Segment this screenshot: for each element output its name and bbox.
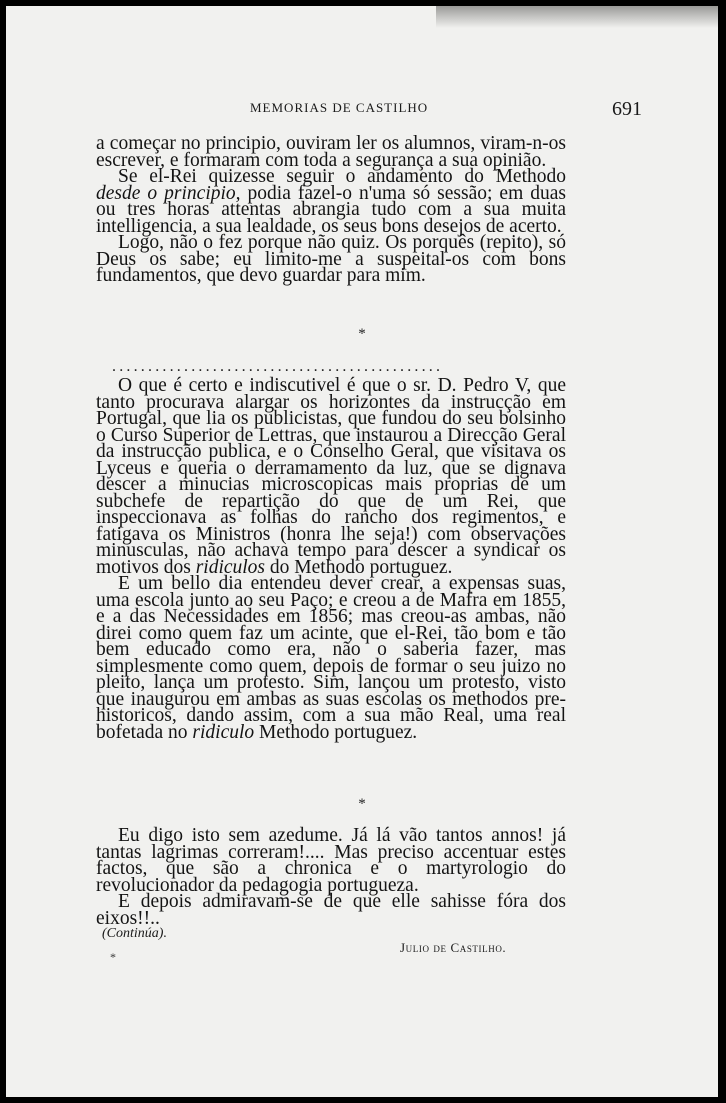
paragraph-5: [96, 573, 566, 743]
section-ornament-2: *: [358, 796, 366, 812]
page-number: 691: [612, 98, 642, 120]
paragraph-1: a começar no principio, ouviram ler os alumnos, viram-n-os escrever, e formaram com toda a segurança a sua opinião.: [96, 133, 566, 171]
bottom-ornament: *: [110, 950, 116, 964]
text-block-1: [96, 133, 566, 286]
paragraph-7: E depois admiravam-se de que elle sahisse fóra dos eixos!!..: [96, 891, 566, 929]
paragraph-4: [96, 375, 566, 578]
paragraph-5-italic: ridiculo: [192, 721, 255, 743]
continua-note: (Continúa).: [102, 926, 167, 941]
paragraph-3: Logo, não o fez porque não quiz. Os porquês (repito), só Deus os sabe; eu limito-me a suspeital-os com bons fundamentos, que devo guardar para mim.: [96, 232, 566, 286]
paragraph-6: Eu digo isto sem azedume. Já lá vão tantos annos! já tantas lagrimas correram!.... Mas preciso accentuar estes factos, que são a chronica e o martyrologio do revolucionador da pedagogia portugueza.: [96, 825, 566, 896]
paragraph-4-text-a: O que é certo e indiscutivel é que o sr. D. Pedro V, que tanto procurava alargar os horizontes da instrucção em Portugal, que lia os publicistas, que fundou do seu bolsinho o Curso Superior de Lettras, que instaurou a Direcção Geral da instrucção publica, e o Conselho Geral, que visitava os Lyceus e queria o derramamento da luz, que se dignava descer a minucias microscopicas mais proprias de um subchefe de repartição do que de um Rei, que inspeccionava as folhas do rancho dos regimentos, e fatigava os Ministros (honra lhe seja!) com observações minusculas, não achava tempo para descer a syndicar os motivos dos: [96, 375, 566, 578]
paragraph-2-text-a: Se el-Rei quizesse seguir o andamento do Methodo: [118, 166, 566, 187]
text-block-3: [96, 825, 566, 929]
paragraph-2-italic: desde o principio,: [96, 182, 241, 204]
running-title: MEMORIAS DE CASTILHO: [250, 100, 429, 115]
ellipsis-line: ..............................................: [112, 358, 444, 375]
paragraph-2: [96, 166, 566, 237]
author-signature: Julio de Castilho.: [400, 940, 507, 955]
section-ornament-1: *: [358, 326, 366, 342]
page-header: [6, 98, 718, 122]
text-block-2: [96, 375, 566, 743]
paragraph-4-italic: ridiculos: [195, 556, 266, 578]
book-page: [6, 6, 718, 1097]
paragraph-2-text-b: podia fazel-o n'uma só sessão; em duas ou tres horas attentas abrangia tudo com a sua muita intelligencia, a sua lealdade, os seus bons desejos de acerto.: [96, 182, 566, 237]
paragraph-5-text-b: Methodo portuguez.: [254, 721, 418, 743]
paragraph-5-text-a: E um bello dia entendeu dever crear, a expensas suas, uma escola junto ao seu Paço; e creou a de Mafra em 1855, e a das Necessidades em 1856; mas creou-as ambas, não direi como quem faz um acinte, que el-Rei, tão bom e tão bem educado como era, não o saberia fazer, mas simplesmente como quem, depois de formar o seu juizo no pleito, lança um protesto. Sim, lançou um protesto, visto que inaugurou em ambas as suas escolas os methodos pre-historicos, dando assim, com a sua mão Real, uma real bofetada no: [96, 573, 566, 743]
scan-shadow: [436, 6, 718, 28]
paragraph-4-text-b: do Methodo portuguez.: [265, 556, 453, 578]
